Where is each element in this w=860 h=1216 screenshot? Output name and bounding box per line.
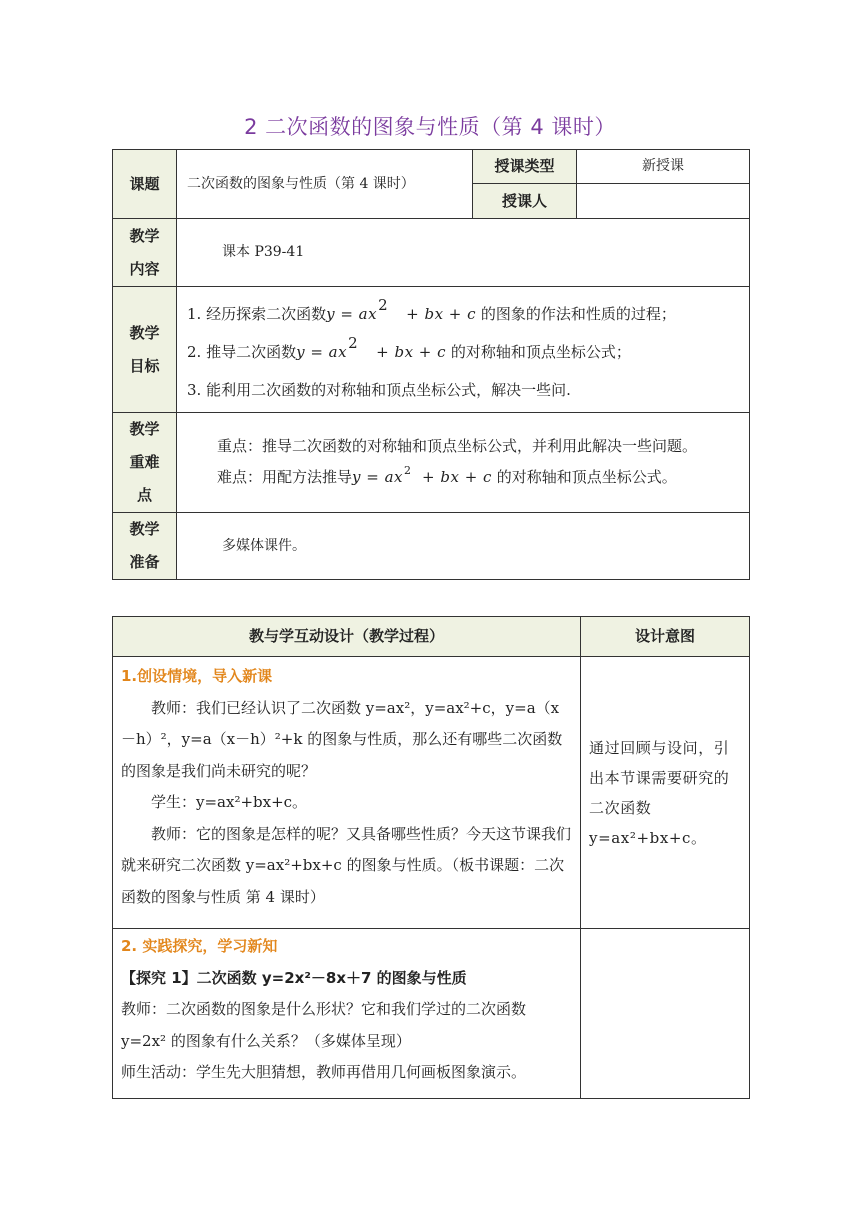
page-title: 2 二次函数的图象与性质（第 4 课时）: [244, 115, 616, 139]
goal-2-prefix: 2. 推导二次函数: [187, 342, 297, 361]
goal-1-formula: y = ax2 + bx + c: [326, 295, 477, 323]
section-2-heading: 2. 实践探究，学习新知: [121, 937, 278, 955]
hard-point-formula: $y = ax^2$ + bx + c: [352, 464, 492, 486]
section-2-paragraph-2: 师生活动：学生先大胆猜想，教师再借用几何画板图象演示。: [121, 1063, 527, 1081]
goal-2-suffix: 的对称轴和顶点坐标公式；: [450, 342, 631, 361]
content-label-text: 教学内容: [129, 226, 160, 278]
section-2-paragraph-1: 教师：二次函数的图象是什么形状？它和我们学过的二次函数 y=2x² 的图象有什么关系？（多媒体呈现）: [121, 1000, 527, 1050]
lesson-type-label: 授课类型: [473, 150, 577, 184]
keypoints-content: [177, 413, 750, 513]
explore-1-title: 【探究 1】二次函数 y=2x²－8x＋7 的图象与性质: [121, 968, 467, 987]
section-1-paragraph-3: 教师：它的图象是怎样的呢？又具备哪些性质？今天这节课我们就来研究二次函数 y=ax²+bx+c 的图象与性质。（板书课题：二次函数的图象与性质 第 4 课时）: [121, 824, 572, 906]
hard-point-suffix: 的对称轴和顶点坐标公式。: [496, 468, 677, 486]
section-2-cell: [113, 929, 581, 1099]
intent-1: 通过回顾与设问，引出本节课需要研究的二次函数 y=ax²+bx+c。: [581, 657, 750, 929]
prep-label-text: 教学准备: [129, 520, 160, 571]
prep-label: [113, 513, 177, 580]
goals-label-text: 教学目标: [129, 323, 160, 375]
goal-3: 3. 能利用二次函数的对称轴和顶点坐标公式，解决一些问.: [187, 380, 571, 399]
section-1-paragraph-1: 教师：我们已经认识了二次函数 y=ax²，y=ax²+c，y=a（x－h）²，y=a（x－h）²+k 的图象与性质，那么还有哪些二次函数的图象是我们尚未研究的呢？: [121, 698, 563, 780]
goals-label: [113, 287, 177, 413]
section-1-heading: 1.创设情境，导入新课: [121, 667, 273, 685]
goal-1: [187, 295, 739, 343]
goal-2: [187, 333, 739, 381]
intent-header: 设计意图: [581, 617, 750, 657]
section-1-cell: [113, 657, 581, 929]
teaching-process-table: [112, 616, 750, 1099]
topic-value: 二次函数的图象与性质（第 4 课时）: [177, 150, 473, 219]
hard-point: [187, 462, 739, 494]
keypoints-label: [113, 413, 177, 513]
goals-list: [177, 287, 750, 413]
teacher-value: [577, 184, 750, 219]
teacher-label: 授课人: [473, 184, 577, 219]
lesson-type-value: 新授课: [577, 150, 750, 184]
keypoints-label-text: 教学重难点: [129, 420, 160, 504]
section-1-paragraph-2: 学生：y=ax²+bx+c。: [151, 793, 308, 811]
key-point: 重点：推导二次函数的对称轴和顶点坐标公式，并利用此解决一些问题。: [217, 437, 698, 455]
content-value: 课本 P39-41: [177, 219, 750, 287]
goal-1-suffix: 的图象的作法和性质的过程；: [480, 304, 676, 323]
goal-1-prefix: 1. 经历探索二次函数: [187, 304, 327, 323]
process-header: 教与学互动设计（教学过程）: [113, 617, 581, 657]
goal-2-formula: y = ax2 + bx + c: [296, 333, 447, 361]
prep-value: 多媒体课件。: [177, 513, 750, 580]
hard-point-prefix: 难点：用配方法推导: [217, 468, 353, 486]
content-label: [113, 219, 177, 287]
intent-2: [581, 929, 750, 1099]
topic-label: 课题: [113, 150, 177, 219]
lesson-info-table: [112, 149, 750, 580]
